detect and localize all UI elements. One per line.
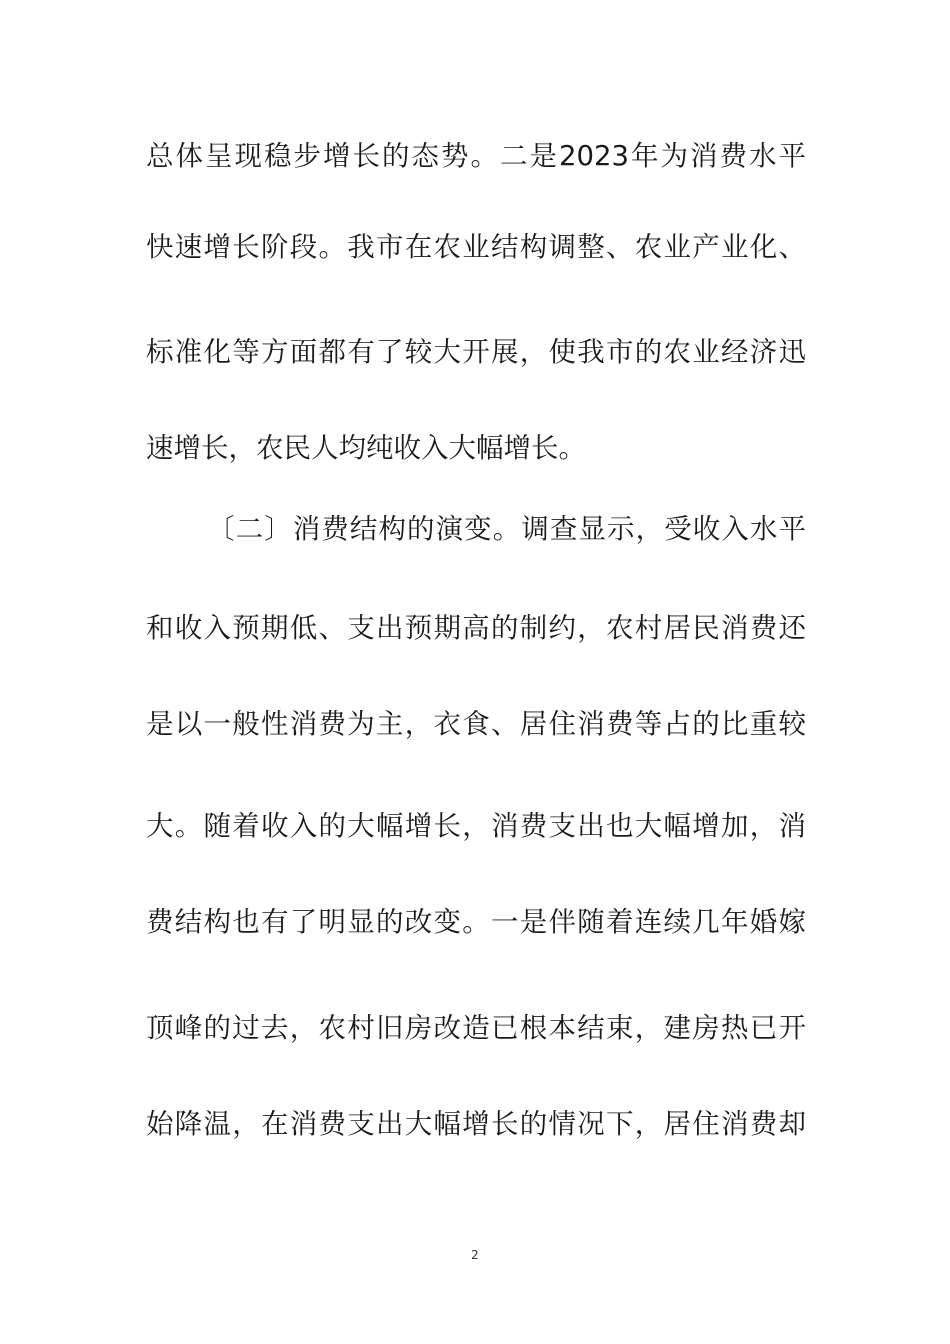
text-line-8: 大。随着收入的大幅增长，消费支出也大幅增加，消 [146,810,806,842]
text-line-6: 和收入预期低、支出预期高的制约，农村居民消费还 [146,612,806,644]
text-line-4: 速增长，农民人均纯收入大幅增长。 [146,432,586,464]
text-line-10: 顶峰的过去，农村旧房改造已根本结束，建房热已开 [146,1012,806,1044]
text-line-1: 总体呈现稳步增长的态势。二是2023年为消费水平 [146,140,806,172]
text-line-7: 是以一般性消费为主，衣食、居住消费等占的比重较 [146,708,806,740]
text-line-11: 始降温，在消费支出大幅增长的情况下，居住消费却 [146,1108,806,1140]
page-number: 2 [471,1248,479,1262]
text-line-3: 标准化等方面都有了较大开展，使我市的农业经济迅 [146,336,806,368]
text-line-9: 费结构也有了明显的改变。一是伴随着连续几年婚嫁 [146,906,806,938]
paragraph-heading-line: 〔二〕消费结构的演变。调查显示，受收入水平 [207,513,806,545]
text-line-2: 快速增长阶段。我市在农业结构调整、农业产业化、 [146,231,806,263]
